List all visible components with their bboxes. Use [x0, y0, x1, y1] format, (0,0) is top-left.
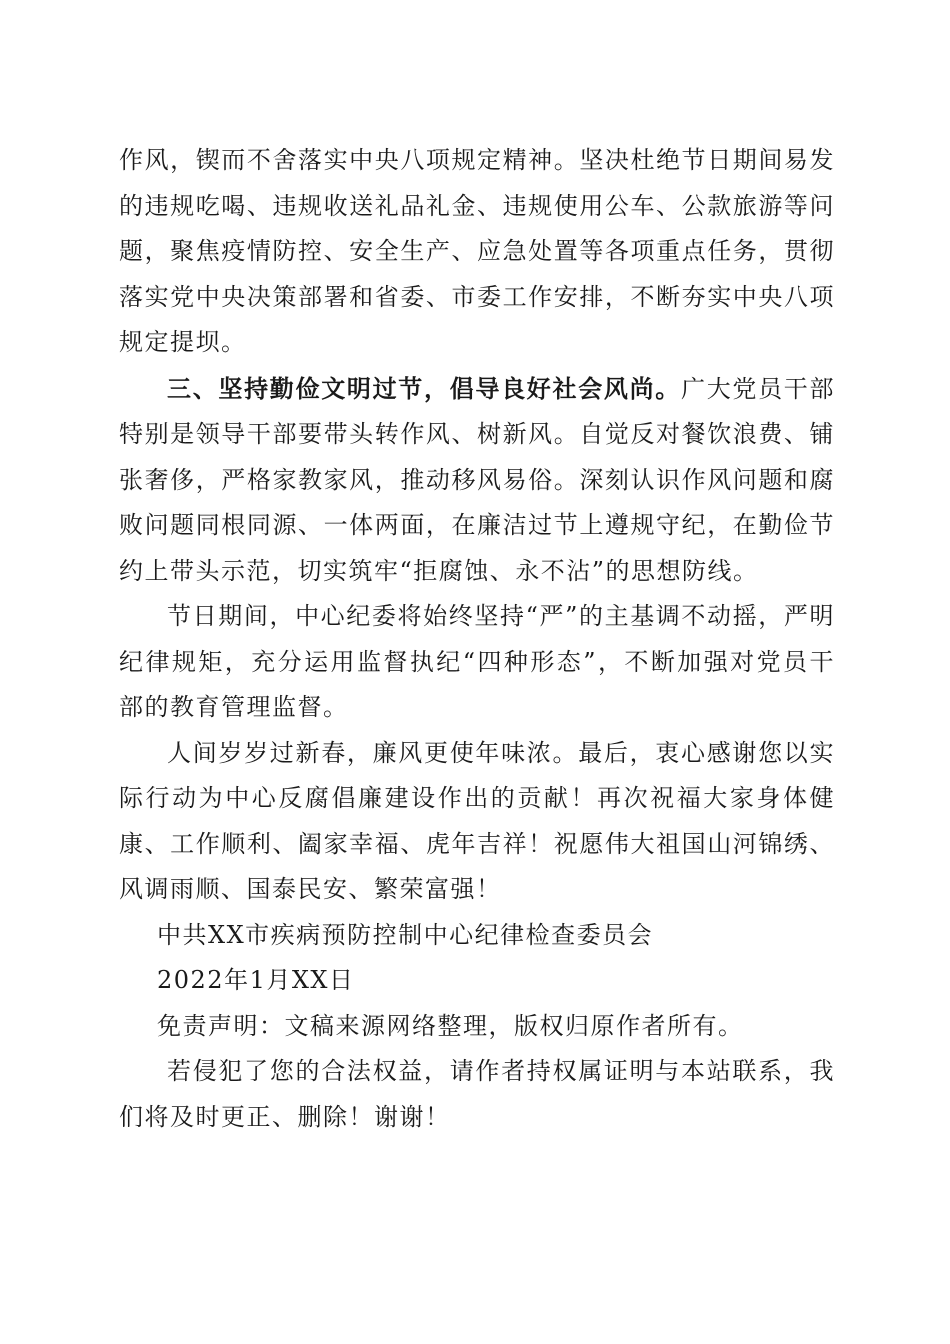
section-three-body: 广大党员干部特别是领导干部要带头转作风、树新风。自觉反对餐饮浪费、铺张奢侈，严格家教家风，推动移风易俗。深刻认识作风问题和腐败问题同根同源、一体两面，在廉洁过节上遵规守纪，在勤俭节约上带头示范，切实筑牢“拒腐蚀、永不沾”的思想防线。	[119, 374, 835, 585]
document-body	[119, 138, 835, 1140]
disclaimer-line: 免责声明：文稿来源网络整理，版权归原作者所有。	[157, 1011, 744, 1040]
signature-date: 2022年1月XX日	[157, 966, 355, 994]
paragraph-holiday-supervision: 节日期间，中心纪委将始终坚持“严”的主基调不动摇，严明纪律规矩，充分运用监督执纪“四种形态”，不断加强对党员干部的教育管理监督。	[119, 602, 835, 721]
paragraph-continuation: 作风，锲而不舍落实中央八项规定精神。坚决杜绝节日期间易发的违规吃喝、违规收送礼品礼金、违规使用公车、公款旅游等问题，聚焦疫情防控、安全生产、应急处置等各项重点任务，贯彻落实党中央决策部署和省委、市委工作安排，不断夯实中央八项规定提坝。	[119, 146, 835, 356]
signature-organization: 中共XX市疾病预防控制中心纪律检查委员会	[157, 920, 654, 949]
section-three-heading: 三、坚持勤俭文明过节，倡导良好社会风尚。	[167, 373, 681, 403]
paragraph-closing-wishes: 人间岁岁过新春，廉风更使年味浓。最后，衷心感谢您以实际行动为中心反腐倡廉建设作出的贡献！再次祝福大家身体健康、工作顺利、阖家幸福、虎年吉祥！祝愿伟大祖国山河锦绣、风调雨顺、国泰民安、繁荣富强！	[119, 738, 835, 903]
section-three-paragraph	[119, 366, 835, 595]
disclaimer-contact: 若侵犯了您的合法权益，请作者持权属证明与本站联系，我们将及时更正、删除！谢谢！	[119, 1057, 835, 1131]
